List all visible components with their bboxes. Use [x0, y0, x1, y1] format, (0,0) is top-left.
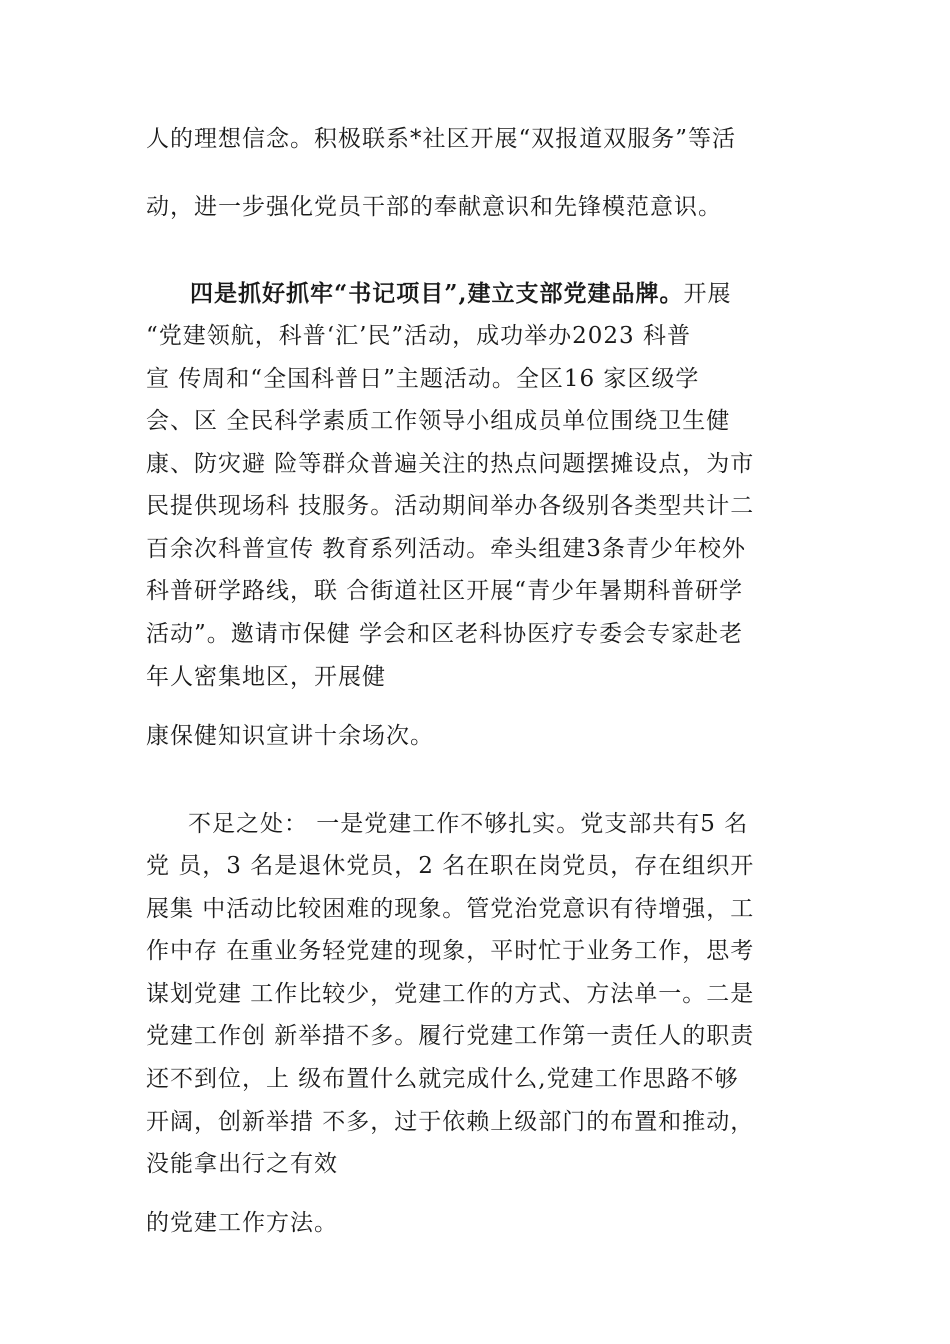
paragraph-line: 还不到位，上 级布置什么就完成什么,党建工作思路不够	[146, 1066, 739, 1092]
paragraph-line: 开阔，创新举措 不多，过于依赖上级部门的布置和推动，	[146, 1109, 755, 1135]
shortcomings-line: 不足之处： 一是党建工作不够扎实。党支部共有5 名	[188, 811, 749, 837]
paragraph-line: 没能拿出行之有效	[146, 1151, 338, 1177]
paragraph-line: 党建工作创 新举措不多。履行党建工作第一责任人的职责	[146, 1023, 755, 1049]
section-four-heading: 四是抓好抓牢“书记项目”,建立支部党建品牌。	[190, 280, 684, 307]
paragraph-line: 民提供现场科 技服务。活动期间举办各级别各类型共计二	[146, 493, 755, 519]
paragraph-line: “党建领航，科普‘汇’民”活动，成功举办2023 科普	[146, 323, 691, 349]
paragraph-line: 活动”。邀请市保健 学会和区老科协医疗专委会专家赴老	[146, 621, 744, 647]
paragraph-line: 人的理想信念。积极联系*社区开展“双报道双服务”等活	[146, 126, 737, 152]
paragraph-line: 党 员，3 名是退休党员，2 名在职在岗党员，存在组织开	[146, 853, 755, 879]
paragraph-line: 作中存 在重业务轻党建的现象，平时忙于业务工作，思考	[146, 938, 755, 964]
paragraph-line: 会、区 全民科学素质工作领导小组成员单位围绕卫生健	[146, 408, 731, 434]
paragraph-line: 谋划党建 工作比较少，党建工作的方式、方法单一。二是	[146, 981, 755, 1007]
paragraph-line: 宣 传周和“全国科普日”主题活动。全区16 家区级学	[146, 366, 700, 392]
paragraph-line: 百余次科普宣传 教育系列活动。牵头组建3条青少年校外	[146, 536, 746, 562]
paragraph-line: 科普研学路线，联 合街道社区开展“青少年暑期科普研学	[146, 578, 744, 604]
paragraph-text: 开展	[683, 281, 732, 307]
paragraph-line: 年人密集地区，开展健	[146, 664, 386, 690]
section-four-heading-line	[190, 279, 806, 309]
paragraph-line: 的党建工作方法。	[146, 1210, 338, 1236]
paragraph-line: 康保健知识宣讲十余场次。	[146, 723, 434, 749]
paragraph-line: 展集 中活动比较困难的现象。管党治党意识有待增强，工	[146, 896, 755, 922]
paragraph-line: 动，进一步强化党员干部的奉献意识和先锋模范意识。	[146, 194, 722, 220]
paragraph-line: 康、防灾避 险等群众普遍关注的热点问题摆摊设点，为市	[146, 451, 755, 477]
